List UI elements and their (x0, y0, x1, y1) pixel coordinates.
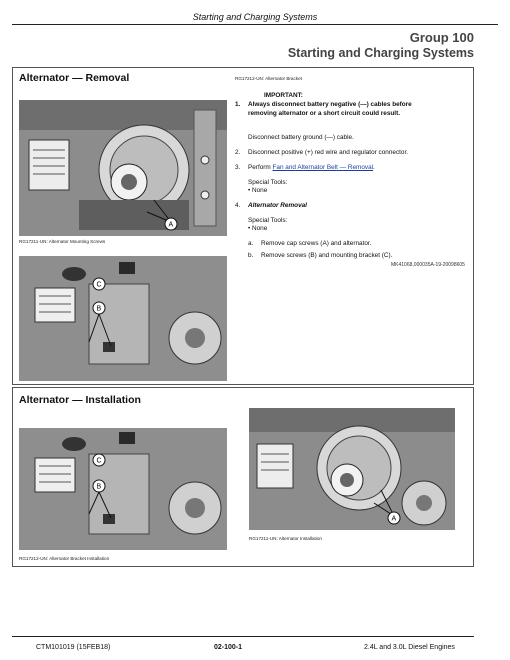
fan-belt-removal-link[interactable]: Fan and Alternator Belt — Removal (272, 164, 374, 171)
important-step (235, 101, 412, 109)
callout-b: B (96, 483, 102, 491)
alternator-mounting-photo (19, 100, 227, 236)
substep-a (248, 240, 371, 248)
installation-section (12, 387, 474, 567)
page-title: Starting and Charging Systems (287, 46, 474, 60)
special-tools-none: • None (248, 225, 268, 232)
footer-engine-title: 2.4L and 3.0L Diesel Engines (364, 644, 455, 651)
bracket-installation-photo (19, 428, 227, 550)
removal-section (12, 67, 474, 385)
step-number: 3. (235, 164, 241, 171)
step-number: 2. (235, 149, 241, 156)
mounting-caption: RG17211-UN: Alternator Mounting Screws (19, 239, 106, 244)
substep-label: b. (248, 252, 254, 259)
bracket-installation-illustration (19, 428, 227, 550)
special-tools-label: Special Tools: (248, 179, 288, 186)
callout-a: A (391, 515, 397, 523)
alternator-installation-illustration (249, 408, 455, 530)
step-3-prefix: Perform (248, 164, 273, 171)
document-id: MK41068,000035A-19-20098605 (391, 262, 465, 268)
step-3-suffix: . (373, 164, 375, 171)
footer-doc-code: CTM101019 (15FEB18) (36, 644, 111, 651)
step-2-text: Disconnect positive (+) red wire and regulator connector. (248, 149, 409, 156)
installation-title: Alternator — Installation (19, 394, 141, 406)
bracket-caption: RG17212-UN: Alternator Bracket (235, 76, 302, 81)
substep-b-text: Remove screws (B) and mounting bracket (C). (261, 252, 393, 259)
alternator-bracket-photo (19, 256, 227, 381)
removal-title: Alternator — Removal (19, 72, 130, 84)
callout-c: C (96, 281, 102, 289)
footer-rule (12, 636, 474, 637)
alternator-mounting-illustration (19, 100, 227, 236)
step-4-text: Alternator Removal (248, 202, 307, 209)
footer-page-number: 02-100-1 (214, 644, 243, 651)
important-label: IMPORTANT: (264, 92, 303, 99)
callout-a: A (168, 221, 174, 229)
substep-a-text: Remove cap screws (A) and alternator. (261, 240, 372, 247)
alternator-installation-photo (249, 408, 455, 530)
bracket-installation-caption: RG17212-UN: Alternator Bracket Installation (19, 556, 110, 561)
important-text-2: removing alternator or a short circuit could result. (248, 110, 400, 117)
running-header: Starting and Charging Systems (192, 12, 318, 22)
callout-b: B (96, 305, 102, 313)
substep-b (248, 252, 392, 260)
alternator-bracket-illustration (19, 256, 227, 381)
important-text-1: Always disconnect battery negative (—) cables before (248, 101, 412, 108)
group-number: Group 100 (409, 30, 474, 45)
substep-label: a. (248, 240, 254, 247)
callout-c: C (96, 457, 102, 465)
step-number: 1. (235, 101, 241, 108)
step-4 (235, 202, 307, 210)
header-rule (12, 24, 498, 25)
special-tools-label: Special Tools: (248, 217, 288, 224)
step-number: 4. (235, 202, 241, 209)
alternator-installation-caption: RG17211-UN: Alternator Installation (249, 536, 322, 541)
step-2 (235, 149, 408, 157)
special-tools-none: • None (248, 187, 268, 194)
disconnect-ground: Disconnect battery ground (—) cable. (248, 134, 354, 141)
step-3 (235, 164, 375, 172)
